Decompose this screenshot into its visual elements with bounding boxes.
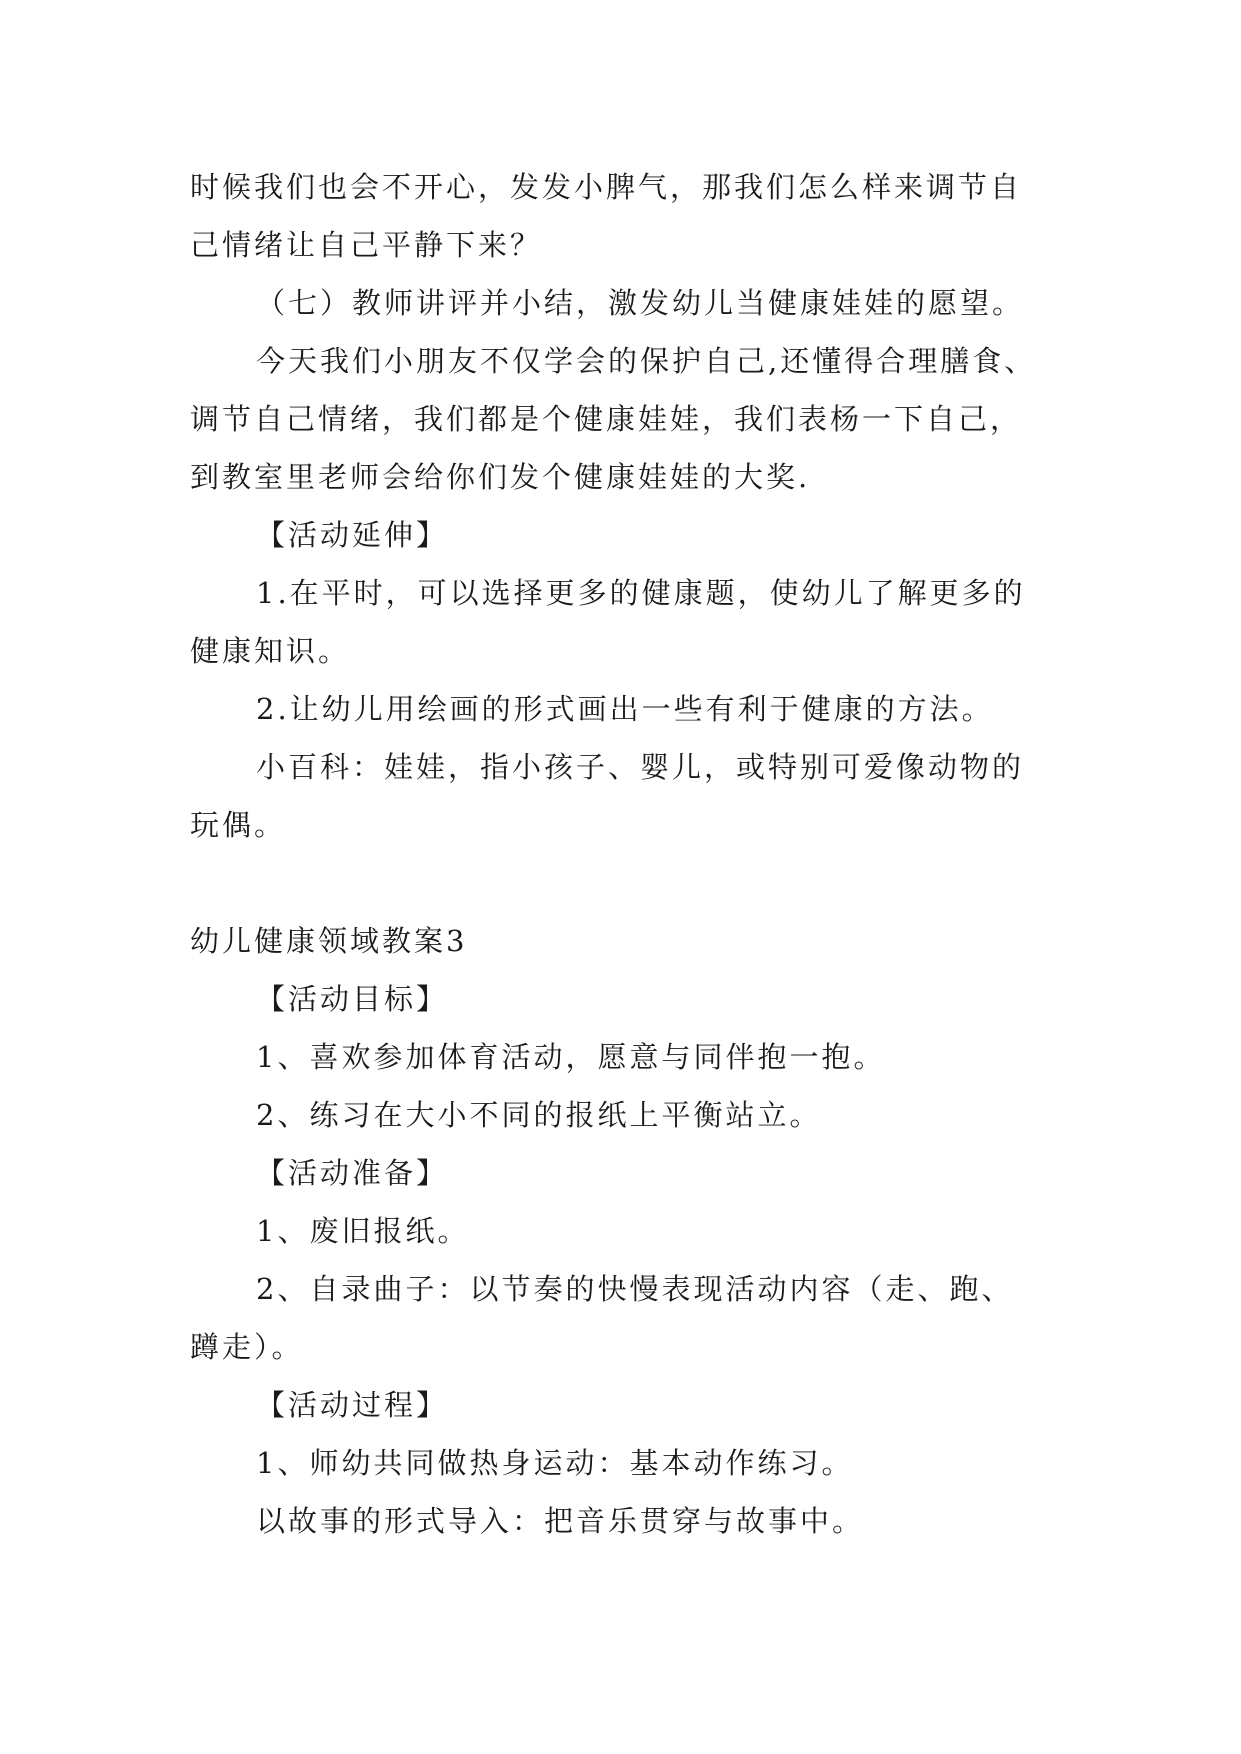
section-heading: 【活动过程】 (256, 1388, 449, 1422)
section-heading: （七）教师讲评并小结，激发幼儿当健康娃娃的愿望。 (256, 286, 1025, 320)
paragraph-line: 己情绪让自己平静下来？ (190, 228, 543, 262)
list-item: 1、师幼共同做热身运动：基本动作练习。 (256, 1446, 854, 1480)
document-title: 幼儿健康领域教案3 (190, 924, 468, 958)
paragraph-line: 调节自己情绪，我们都是个健康娃娃，我们表杨一下自己， (190, 402, 1023, 436)
section-heading: 【活动准备】 (256, 1156, 449, 1190)
list-item: 1、喜欢参加体育活动，愿意与同伴抱一抱。 (256, 1040, 886, 1074)
section-heading: 【活动延伸】 (256, 518, 449, 552)
section-heading: 【活动目标】 (256, 982, 449, 1016)
list-item: 2.让幼儿用绘画的形式画出一些有利于健康的方法。 (256, 692, 994, 726)
list-item: 2、自录曲子：以节奏的快慢表现活动内容（走、跑、 (256, 1272, 1014, 1306)
paragraph-line: 到教室里老师会给你们发个健康娃娃的大奖. (190, 460, 811, 494)
list-item-continuation: 蹲走）。 (190, 1330, 304, 1364)
paragraph-line: 小百科：娃娃，指小孩子、婴儿，或特别可爱像动物的 (256, 750, 1025, 784)
list-item-continuation: 健康知识。 (190, 634, 351, 668)
list-item: 1、废旧报纸。 (256, 1214, 470, 1248)
paragraph-line: 玩偶。 (190, 808, 287, 842)
paragraph-line: 时候我们也会不开心，发发小脾气，那我们怎么样来调节自 (190, 170, 1023, 204)
paragraph-line: 以故事的形式导入：把音乐贯穿与故事中。 (256, 1504, 865, 1538)
blank-line (190, 854, 1070, 912)
list-item: 1.在平时，可以选择更多的健康题，使幼儿了解更多的 (256, 576, 1026, 610)
document-body (190, 158, 1070, 1550)
paragraph-line: 今天我们小朋友不仅学会的保护自己,还懂得合理膳食、 (256, 344, 1037, 378)
list-item: 2、练习在大小不同的报纸上平衡站立。 (256, 1098, 822, 1132)
